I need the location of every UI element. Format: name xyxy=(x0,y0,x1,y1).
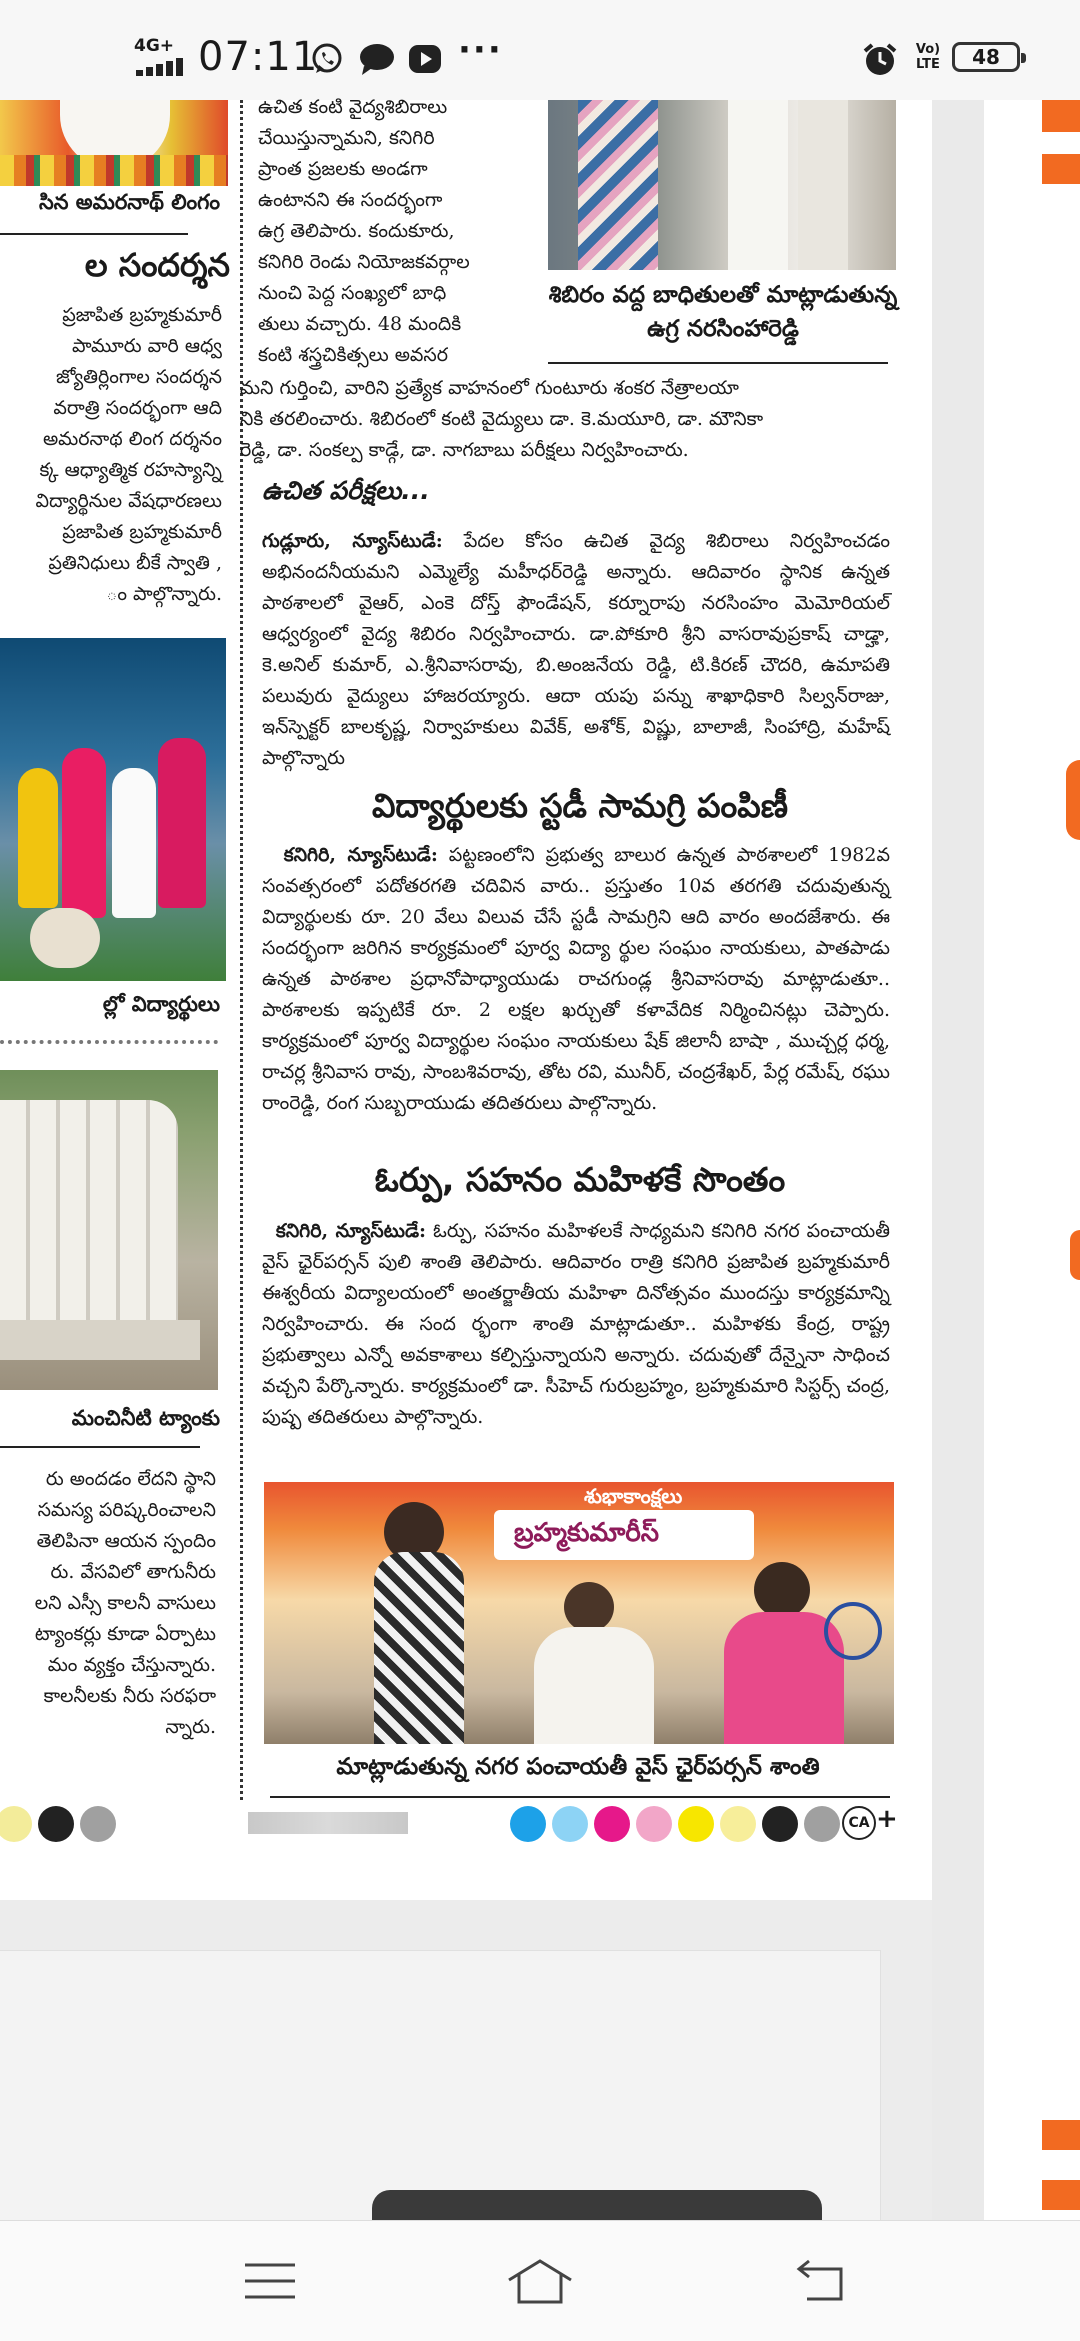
banner-greeting: శుభాకాంక్షలు xyxy=(584,1484,683,1508)
text-line: క్క ఆధ్యాత్మిక రహస్యాన్ని xyxy=(39,459,222,481)
registration-dot xyxy=(804,1806,840,1842)
battery-icon: 48 xyxy=(952,42,1020,72)
registration-dot xyxy=(678,1806,714,1842)
text-line: ప్రజాపిత బ్రహ్మకుమారీ xyxy=(62,521,222,543)
eye-camp-caption: శిబిరం వద్ద బాధితులతో మాట్లాడుతున్న ఉగ్ర నరసింహారెడ్డి xyxy=(548,282,898,342)
flowers-photo xyxy=(0,100,228,186)
next-page-stub xyxy=(0,1950,881,2221)
more-notifications-icon: ··· xyxy=(458,30,503,70)
text-line: కాలనీలకు నీరు సరఫరా xyxy=(43,1685,216,1707)
grey-scale-bar xyxy=(248,1812,408,1834)
kids-dance-photo xyxy=(0,638,226,981)
left-caption-tank: మంచినీటి ట్యాంకు xyxy=(71,1406,220,1430)
text-line: మని గుర్తించి, వారిని ప్రత్యేక వాహనంలో గుంటూరు శంకర నేత్రాలయా xyxy=(240,377,739,399)
column-divider xyxy=(240,100,243,1800)
clock: 07:11 xyxy=(198,34,319,80)
left-caption-top: సిన అమరనాథ్ లింగం xyxy=(39,190,220,214)
ca-mark: CA xyxy=(842,1806,876,1840)
registration-dot xyxy=(38,1806,74,1842)
subheading-free-tests: ఉచిత పరీక్షలు... xyxy=(262,476,430,505)
text-line: పామూరు వారి ఆధ్వ xyxy=(71,335,222,357)
text-line: లని ఎస్సీ కాలనీ వాసులు xyxy=(34,1592,216,1614)
text-line: ఉగ్ర తెలిపారు. కందుకూరు, xyxy=(258,220,455,242)
article-free-tests: గుడ్లూరు, న్యూస్‌టుడే: పేదల కోసం ఉచిత వైద్య శిబిరాలు నిర్వహించడం అభినందనీయమని ఎమ్మెల్యే మహీధర్‌రెడ్డి అన్నారు. ఆదివారం స్థానిక ఉన్నత పాఠశాలలో వైఆర్, ఎంకె దోస్త్ ఫౌండేషన్, కర్నూరాపు నరసింహం మెమోరియల్ ఆధ్వర్యంలో వైద్య శిబిరం నిర్వహించారు. డా.పోకూరి శ్రీని వాసరావుప్రకాష్ చాడ్హా, కె.అనిల్ కుమార్, ఎ.శ్రీనివాసరావు, బి.అంజనేయ రెడ్డి, టి.కిరణ్ చౌదరి, ఉమాపతి పలువురు వైద్యులు హాజరయ్యారు. ఆదా యపు పన్ను శాఖాధికారి సిల్వన్‌రాజు, ఇన్‌స్పెక్టర్ బాలకృష్ణ, నిర్వాహకులు వివేక్, అశోక్, విష్ణు, బాలాజీ, సింహాద్రి, మహేష్ పాల్గొన్నారు xyxy=(262,530,890,769)
next-page-preview[interactable] xyxy=(984,100,1080,2220)
text-line: ం పాల్గొన్నారు. xyxy=(106,583,222,605)
message-icon xyxy=(358,42,396,76)
dateline: గుడ్లూరు, న్యూస్‌టుడే: xyxy=(262,530,443,552)
text-line: ప్రతినిధులు బీకే స్వాతి , xyxy=(48,552,222,574)
registration-dot xyxy=(0,1806,32,1842)
text-line: ట్యాంకర్లు కూడా ఏర్పాటు xyxy=(34,1623,216,1645)
back-icon xyxy=(793,2259,847,2303)
text-line: వరాత్రి సందర్భంగా ఆది xyxy=(53,397,222,419)
water-tank-photo xyxy=(0,1070,218,1390)
signal-icon xyxy=(136,58,190,76)
home-button[interactable] xyxy=(500,2251,580,2311)
text-line: ప్రాంత ప్రజలకు అండగా xyxy=(258,158,428,180)
youtube-icon xyxy=(408,42,444,76)
page-gutter xyxy=(932,100,984,2220)
eye-camp-photo xyxy=(548,100,896,270)
dateline: కనిగిరి, న్యూస్‌టుడే: xyxy=(275,1220,427,1242)
text-line: విద్యార్థినుల వేషధారణలు xyxy=(35,490,222,512)
dateline: కనిగిరి, న్యూస్‌టుడే: xyxy=(283,844,438,866)
text-line: మం వ్యక్తం చేస్తున్నారు. xyxy=(47,1654,216,1676)
registration-dot xyxy=(80,1806,116,1842)
text-line: ఉంటానని ఈ సందర్భంగా xyxy=(258,189,443,211)
article-women: కనిగిరి, న్యూస్‌టుడే: ఓర్పు, సహనం మహిళలకే సాధ్యమని కనిగిరి నగర పంచాయతీ వైస్ ఛైర్‌పర్సన్ పులి శాంతి తెలిపారు. ఆదివారం రాత్రి కనిగిరి ప్రజాపిత బ్రహ్మకుమారీ ఈశ్వరీయ విద్యాలయంలో అంతర్జాతీయ మహిళా దినోత్సవం ముందస్తు కార్యక్రమాన్ని నిర్వహించారు. ఈ సంద ర్భంగా శాంతి మాట్లాడుతూ.. మహిళకు కేంద్ర, రాష్ట్ర ప్రభుత్వాలు ఎన్నో అవకాశాలు కల్పిస్తున్నాయని అన్నారు. చదువుతో దేన్నైనా సాధించ వచ్చని పేర్కొన్నారు. కార్యక్రమంలో డా. సీహెచ్ గురుబ్రహ్మం, బ్రహ్మకుమారి సిస్టర్స్ చంద్ర, పుష్ప తదితరులు పాల్గొన్నారు. xyxy=(262,1220,891,1428)
text-line: కనిగిరి రెండు నియోజకవర్గాల xyxy=(258,251,470,273)
text-line: ఉచిత కంటి వైద్యశిబిరాలు xyxy=(258,96,448,118)
status-bar xyxy=(0,0,1080,100)
text-line: నికి తరలించారు. శిబిరంలో కంటి వైద్యులు డా. కె.మయూరి, డా. మౌనికా xyxy=(240,408,764,430)
womens-day-caption: మాట్లాడుతున్న నగర పంచాయతీ వైస్ ఛైర్‌పర్సన్ శాంతి xyxy=(336,1754,820,1780)
registration-dot xyxy=(594,1806,630,1842)
menu-icon xyxy=(243,2261,297,2301)
network-type: 4G+ xyxy=(134,36,175,56)
navigation-bar xyxy=(0,2220,1080,2341)
left-column xyxy=(0,100,230,1880)
text-line: నుంచి పెద్ద సంఖ్యలో బాధి xyxy=(258,282,447,304)
whatsapp-icon xyxy=(310,42,344,76)
text-line: తెలిపినా ఆయన స్పందిం xyxy=(36,1530,216,1552)
text-line: న్నారు. xyxy=(165,1716,216,1738)
text-line: జ్యోతిర్లింగాల సందర్శన xyxy=(55,366,222,388)
alarm-icon xyxy=(862,42,898,78)
text-line: రు అందడం లేదని స్థాని xyxy=(45,1468,216,1490)
back-button[interactable] xyxy=(780,2251,860,2311)
left-caption-students: ల్లో విద్యార్థులు xyxy=(102,992,220,1016)
womens-day-photo xyxy=(264,1482,894,1744)
text-line: సమస్య పరిష్కరించాలని xyxy=(37,1499,216,1521)
registration-dot xyxy=(762,1806,798,1842)
headline-women: ఓర్పు, సహనం మహిళకే సొంతం xyxy=(374,1160,786,1199)
menu-button[interactable] xyxy=(230,2251,310,2311)
volte-indicator: Vo) LTE xyxy=(915,42,941,72)
text-line: అమరనాథ లింగ దర్శనం xyxy=(42,428,222,450)
text-line: కంటి శస్త్రచికిత్సలు అవసర xyxy=(258,344,449,366)
text-line: తులు వచ్చారు. 48 మందికి xyxy=(258,313,462,335)
headline-study-material: విద్యార్థులకు స్టడీ సామగ్రి పంపిణీ xyxy=(371,786,789,825)
registration-dot xyxy=(510,1806,546,1842)
registration-dot xyxy=(720,1806,756,1842)
registration-dot xyxy=(636,1806,672,1842)
text-line: ప్రజాపిత బ్రహ్మకుమారీ xyxy=(62,304,222,326)
registration-dot xyxy=(552,1806,588,1842)
text-line: చేయిస్తున్నామని, కనిగిరి xyxy=(258,127,435,149)
text-line: రు. వేసవిలో తాగునీరు xyxy=(50,1561,216,1583)
banner-logo-text: బ్రహ్మకుమారీస్ xyxy=(514,1518,660,1548)
left-headline: ల సందర్శన xyxy=(84,246,230,284)
plus-mark: + xyxy=(876,1804,898,1834)
home-icon xyxy=(505,2258,575,2304)
article-study-material: కనిగిరి, న్యూస్‌టుడే: పట్టణంలోని ప్రభుత్వ బాలుర ఉన్నత పాఠశాలలో 1982వ సంవత్సరంలో పదోతరగతి చదివిన వారు.. ప్రస్తుతం 10వ తరగతి చదువుతున్న విద్యార్థులకు రూ. 20 వేలు విలువ చేసే స్టడీ సామగ్రిని ఆది వారం అందజేశారు. ఈ సందర్భంగా జరిగిన కార్యక్రమంలో పూర్వ విద్యా ర్థుల సంఘం నాయకులు, పాతపాడు ఉన్నత పాఠశాల ప్రధానోపాధ్యాయుడు రాచగుండ్ల శ్రీనివాసరావు మాట్లాడుతూ.. పాఠశాలకు ఇప్పటికే రూ. 2 లక్షల ఖర్చుతో కళావేదిక నిర్మించినట్లు చెప్పారు. కార్యక్రమంలో పూర్వ విద్యార్థుల సంఘం నాయకులు షేక్ జిలానీ బాషా , ముచ్చర్ల ధర్మ, రాచర్ల శ్రీనివాస రావు, సాంబశివరావు, తోట రవి, మునీర్, చంద్రశేఖర్, పేర్ల రమేష్, రఘు రాంరెడ్డి, రంగ సుబ్బరాయుడు తదితరులు పాల్గొన్నారు. xyxy=(262,844,890,1114)
text-line: రెడ్డి, డా. సంకల్ప కాడ్గే, డా. నాగబాబు పరీక్షలు నిర్వహించారు. xyxy=(240,439,689,461)
